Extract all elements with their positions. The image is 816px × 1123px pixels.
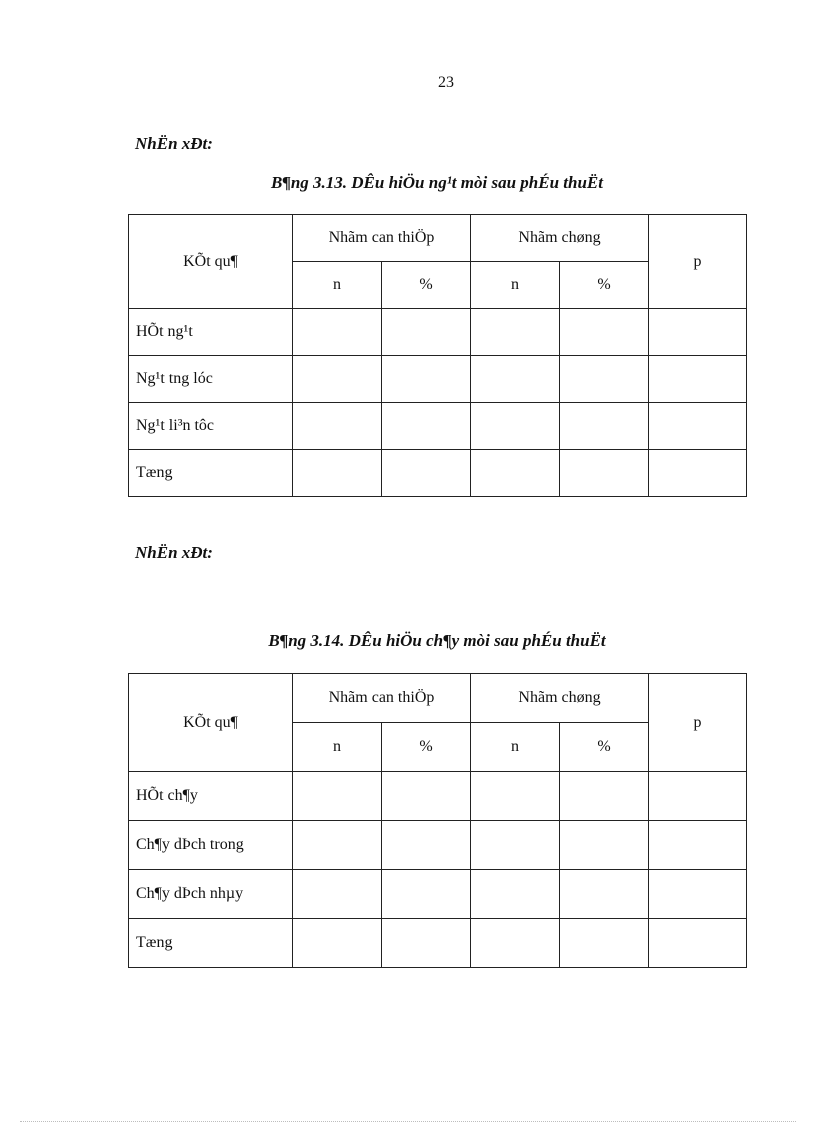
header-n: n [471, 262, 560, 309]
cell [382, 821, 471, 870]
cell [560, 450, 649, 497]
cell [471, 450, 560, 497]
header-p: p [649, 674, 747, 772]
cell [471, 403, 560, 450]
remark-label-1: NhËn xÐt: [135, 134, 213, 153]
cell [293, 403, 382, 450]
cell [293, 870, 382, 919]
cell [649, 772, 747, 821]
cell [382, 450, 471, 497]
cell [471, 356, 560, 403]
table-row [129, 821, 747, 870]
row-label: Ch¶y dÞch trong [129, 821, 293, 870]
page-number: 23 [438, 74, 454, 91]
cell [293, 821, 382, 870]
header-percent: % [382, 723, 471, 772]
cell [293, 772, 382, 821]
header-p: p [649, 215, 747, 309]
cell [649, 919, 747, 968]
header-intervention-group: Nhãm can thiÖp [293, 215, 471, 262]
row-label: Tæng [129, 450, 293, 497]
row-label: Ch¶y dÞch nhµy [129, 870, 293, 919]
row-label: Ng¹t tng lóc [129, 356, 293, 403]
cell [293, 450, 382, 497]
table-caption-3-13: B¶ng 3.13. DÊu hiÖu ng¹t mòi sau phÉu thuËt [270, 173, 603, 192]
header-percent: % [560, 723, 649, 772]
cell [382, 870, 471, 919]
table-row [129, 772, 747, 821]
cell [382, 309, 471, 356]
header-result: KÕt qu¶ [129, 674, 293, 772]
header-control-group: Nhãm chøng [471, 215, 649, 262]
header-control-group: Nhãm chøng [471, 674, 649, 723]
cell [649, 821, 747, 870]
cell [471, 919, 560, 968]
header-n: n [471, 723, 560, 772]
row-label: Ng¹t li³n tôc [129, 403, 293, 450]
header-percent: % [560, 262, 649, 309]
row-label: HÕt ng¹t [129, 309, 293, 356]
cell [649, 870, 747, 919]
table-row [129, 309, 747, 356]
cell [649, 450, 747, 497]
cell [560, 356, 649, 403]
cell [471, 309, 560, 356]
page-bottom-divider [20, 1121, 796, 1122]
header-n: n [293, 262, 382, 309]
cell [293, 356, 382, 403]
cell [649, 356, 747, 403]
cell [471, 821, 560, 870]
header-percent: % [382, 262, 471, 309]
cell [382, 356, 471, 403]
cell [382, 919, 471, 968]
cell [560, 772, 649, 821]
remark-label-2: NhËn xÐt: [135, 543, 213, 562]
cell [560, 821, 649, 870]
header-n: n [293, 723, 382, 772]
cell [649, 309, 747, 356]
cell [382, 772, 471, 821]
header-intervention-group: Nhãm can thiÖp [293, 674, 471, 723]
cell [471, 870, 560, 919]
cell [649, 403, 747, 450]
table-row [129, 919, 747, 968]
cell [560, 309, 649, 356]
row-label: HÕt ch¶y [129, 772, 293, 821]
table-3-14 [128, 673, 747, 968]
cell [471, 772, 560, 821]
row-label: Tæng [129, 919, 293, 968]
table-row [129, 403, 747, 450]
cell [560, 919, 649, 968]
header-result: KÕt qu¶ [129, 215, 293, 309]
cell [382, 403, 471, 450]
table-row [129, 450, 747, 497]
table-row [129, 870, 747, 919]
cell [560, 403, 649, 450]
table-3-13 [128, 214, 747, 497]
cell [293, 309, 382, 356]
table-caption-3-14: B¶ng 3.14. DÊu hiÖu ch¶y mòi sau phÉu thuËt [268, 631, 606, 650]
cell [560, 870, 649, 919]
cell [293, 919, 382, 968]
table-row [129, 356, 747, 403]
